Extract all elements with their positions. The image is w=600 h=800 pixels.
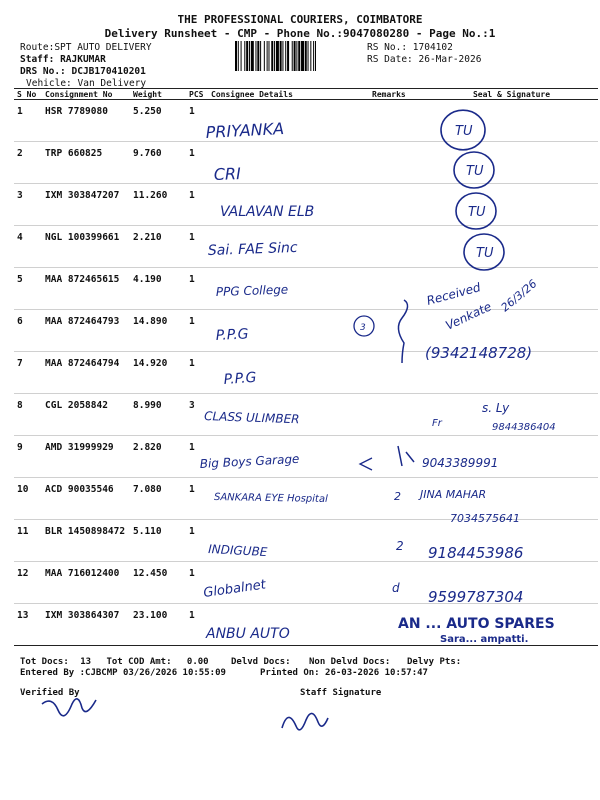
barcode-bar (255, 41, 256, 71)
consignee-handwriting: SANKARA EYE Hospital (213, 492, 328, 505)
row-weight: 23.100 (130, 604, 186, 646)
barcode-bar (268, 41, 269, 71)
tu-label: TU (455, 124, 473, 139)
row-consignment-no: HSR 7789080 (42, 100, 130, 142)
row-remarks (369, 562, 425, 604)
consignee-handwriting: P.P.G (223, 369, 257, 388)
col-consignment: Consignment No (42, 89, 130, 100)
row-pcs: 1 (186, 520, 208, 562)
table-row (14, 268, 598, 310)
staff-line: Staff: RAJKUMAR (20, 54, 106, 65)
row-pcs: 1 (186, 142, 208, 184)
row-remarks (369, 394, 425, 436)
row-consignment-no: TRP 660825 (42, 142, 130, 184)
runsheet-subtitle: Delivery Runsheet - CMP - Phone No.:9047080280 - Page No.:1 (104, 27, 496, 40)
barcode-bar (257, 41, 259, 71)
remark-phone-4: 7034575641 (450, 512, 520, 525)
row-seal (425, 394, 598, 436)
row-consignment-no: MAA 872465615 (42, 268, 130, 310)
row-seal (425, 520, 598, 562)
row-consignee (208, 100, 369, 142)
row-pcs: 1 (186, 100, 208, 142)
row-sno: 5 (14, 268, 42, 310)
table-row (14, 100, 598, 142)
barcode-bar (285, 41, 286, 71)
table-row (14, 520, 598, 562)
table-row (14, 394, 598, 436)
consignee-handwriting: Big Boys Garage (199, 451, 300, 471)
row-sno: 12 (14, 562, 42, 604)
barcode-bar (301, 41, 304, 71)
remark-2a: 2 (394, 490, 401, 503)
barcode-bar (241, 41, 242, 71)
row-remarks (369, 310, 425, 352)
remark-fr: Fr (432, 418, 442, 429)
table-header-row (14, 89, 598, 100)
row-pcs: 1 (186, 352, 208, 394)
row-pcs: 1 (186, 562, 208, 604)
row-sno: 9 (14, 436, 42, 478)
row-remarks (369, 520, 425, 562)
printed-on: Printed On: 26-03-2026 10:57:47 (260, 668, 428, 678)
barcode-bar (294, 41, 296, 71)
tu-label: TU (476, 246, 494, 261)
col-sno: S No (14, 89, 42, 100)
row-pcs: 3 (186, 394, 208, 436)
staff-value: RAJKUMAR (60, 54, 106, 65)
row-consignee (208, 562, 369, 604)
row-remarks (369, 436, 425, 478)
rs-no-value: 1704102 (412, 42, 453, 53)
row-pcs: 1 (186, 436, 208, 478)
barcode-bar (251, 41, 254, 71)
col-pcs: PCS (186, 89, 208, 100)
row-seal (425, 436, 598, 478)
stamp-address: Sara... ampatti. (440, 634, 529, 645)
row-weight: 14.920 (130, 352, 186, 394)
row-seal (425, 352, 598, 394)
non-delvd-label: Non Delvd Docs: (309, 657, 391, 667)
row-weight: 9.760 (130, 142, 186, 184)
row-weight: 5.250 (130, 100, 186, 142)
barcode-bar (282, 41, 283, 71)
company-title: THE PROFESSIONAL COURIERS, COIMBATORE (177, 13, 423, 26)
row-consignee (208, 310, 369, 352)
col-weight: Weight (130, 89, 186, 100)
consignee-handwriting: Globalnet (202, 577, 267, 601)
consignee-handwriting: Sai. FAE Sinc (207, 239, 298, 259)
barcode-bar (264, 41, 265, 71)
remark-2b: 2 (396, 539, 404, 553)
row-sno: 2 (14, 142, 42, 184)
row-sno: 4 (14, 226, 42, 268)
row-weight: 8.990 (130, 394, 186, 436)
row-consignee (208, 226, 369, 268)
circle-mark-digit: 3 (360, 323, 366, 333)
barcode-bar (313, 41, 314, 71)
row-consignment-no: IXM 303847207 (42, 184, 130, 226)
consignee-handwriting: INDIGUBE (207, 542, 268, 560)
row-seal (425, 562, 598, 604)
row-pcs: 1 (186, 226, 208, 268)
table-row (14, 142, 598, 184)
row-consignment-no: CGL 2058842 (42, 394, 130, 436)
verified-by-label: Verified By (20, 688, 80, 698)
row-consignment-no: ACD 90035546 (42, 478, 130, 520)
row-remarks (369, 142, 425, 184)
remark-phone-1: (9342148728) (425, 344, 533, 362)
row-seal (425, 226, 598, 268)
table-row (14, 310, 598, 352)
row-seal (425, 478, 598, 520)
row-pcs: 1 (186, 604, 208, 646)
row-consignment-no: BLR 1450898472 (42, 520, 130, 562)
consignee-handwriting: P.P.G (215, 326, 249, 344)
row-consignment-no: AMD 31999929 (42, 436, 130, 478)
row-pcs: 1 (186, 310, 208, 352)
remark-d: d (392, 581, 400, 595)
row-weight: 4.190 (130, 268, 186, 310)
remark-date: 26/3/26 (498, 277, 540, 315)
remark-phone-6: 9599787304 (428, 588, 524, 606)
row-seal (425, 100, 598, 142)
row-sno: 10 (14, 478, 42, 520)
stamp-name: AN ... AUTO SPARES (398, 616, 555, 632)
tot-docs-value: 13 (80, 657, 92, 667)
consignee-handwriting: CRI (213, 164, 242, 184)
consignee-handwriting: PPG College (215, 282, 289, 299)
col-consignee: Consignee Details (208, 89, 369, 100)
row-pcs: 1 (186, 268, 208, 310)
row-remarks (369, 226, 425, 268)
row-consignee (208, 352, 369, 394)
verified-signature (42, 699, 96, 716)
drs-line: DRS No.: DCJB170410201 (20, 66, 146, 77)
row-consignee (208, 184, 369, 226)
barcode-image (235, 41, 363, 71)
barcode-bar (287, 41, 289, 71)
row-remarks (369, 604, 425, 646)
rs-date-line: RS Date: 26-Mar-2026 (367, 54, 482, 65)
barcode-bar (235, 41, 237, 71)
route-value: SPT AUTO DELIVERY (54, 42, 152, 53)
barcode-bar (271, 41, 273, 71)
barcode-bar (244, 41, 245, 71)
barcode-bar (308, 41, 309, 71)
footer-totals: Tot Docs: 13 Tot COD Amt: 0.00 (20, 657, 209, 667)
row-seal (425, 604, 598, 646)
barcode-bar (310, 41, 311, 71)
tot-cod-value: 0.00 (186, 657, 209, 667)
row-consignee (208, 520, 369, 562)
consignee-handwriting: CLASS ULIMBER (203, 409, 300, 427)
col-seal: Seal & Signature (425, 89, 598, 100)
table-row (14, 352, 598, 394)
row-weight: 5.110 (130, 520, 186, 562)
vehicle-value: Van Delivery (77, 78, 147, 89)
barcode-bar (296, 41, 297, 71)
runsheet-table (14, 88, 598, 646)
barcode-bar (276, 41, 279, 71)
table-row (14, 184, 598, 226)
rs-no-line: RS No.: 1704102 (367, 42, 453, 53)
row-remarks (369, 184, 425, 226)
staff-signature-mark (282, 713, 328, 729)
barcode-bar (280, 41, 282, 71)
table-row (14, 478, 598, 520)
route-line: Route:SPT AUTO DELIVERY (20, 42, 152, 53)
table-row (14, 562, 598, 604)
row-seal (425, 268, 598, 310)
row-sno: 3 (14, 184, 42, 226)
row-consignment-no: IXM 303864307 (42, 604, 130, 646)
row-weight: 7.080 (130, 478, 186, 520)
barcode-bar (298, 41, 300, 71)
row-remarks (369, 268, 425, 310)
remark-signature-scribble: s. Ly (482, 401, 510, 415)
barcode-bar (260, 41, 261, 71)
row-consignee (208, 142, 369, 184)
remark-venkate: Venkate (443, 299, 494, 333)
drs-value: DCJB170410201 (71, 66, 146, 77)
barcode-bar (246, 41, 248, 71)
row-weight: 11.260 (130, 184, 186, 226)
row-weight: 2.820 (130, 436, 186, 478)
row-pcs: 1 (186, 184, 208, 226)
row-weight: 2.210 (130, 226, 186, 268)
table-row (14, 226, 598, 268)
barcode-bar (315, 41, 316, 71)
tu-label: TU (466, 164, 484, 179)
row-consignee (208, 394, 369, 436)
row-remarks (369, 100, 425, 142)
row-seal (425, 184, 598, 226)
row-consignee (208, 268, 369, 310)
col-remarks: Remarks (369, 89, 425, 100)
remark-phone-3: 9043389991 (422, 456, 499, 470)
row-weight: 14.890 (130, 310, 186, 352)
barcode-bar (238, 41, 239, 71)
row-remarks (369, 478, 425, 520)
delvd-docs-label: Delvd Docs: (231, 657, 291, 667)
barcode-bar (292, 41, 293, 71)
consignee-handwriting: PRIYANKA (205, 118, 285, 142)
row-pcs: 1 (186, 478, 208, 520)
remark-phone-2: 9844386404 (492, 422, 556, 433)
consignee-handwriting: ANBU AUTO (206, 626, 290, 642)
row-sno: 6 (14, 310, 42, 352)
consignee-handwriting: VALAVAN ELB (220, 204, 315, 220)
barcode-bar (305, 41, 307, 71)
table-row (14, 604, 598, 646)
barcode-bar (267, 41, 268, 71)
remark-name: JINA MAHAR (420, 488, 487, 501)
row-consignee (208, 604, 369, 646)
row-consignee (208, 436, 369, 478)
remark-received: Received (425, 280, 483, 308)
row-consignment-no: MAA 716012400 (42, 562, 130, 604)
entered-by: Entered By :CJBCMP 03/26/2026 10:55:09 (20, 668, 226, 678)
row-seal (425, 142, 598, 184)
row-sno: 13 (14, 604, 42, 646)
rs-date-value: 26-Mar-2026 (418, 54, 482, 65)
remark-phone-5: 9184453986 (428, 544, 524, 562)
barcode-bar (274, 41, 275, 71)
row-sno: 11 (14, 520, 42, 562)
vehicle-line: Vehicle: Van Delivery (26, 78, 147, 89)
delvy-pts-label: Delvy Pts: (407, 657, 462, 667)
row-consignee (208, 478, 369, 520)
staff-signature-label: Staff Signature (300, 688, 382, 698)
row-seal (425, 310, 598, 352)
row-remarks (369, 352, 425, 394)
row-consignment-no: NGL 100399661 (42, 226, 130, 268)
row-consignment-no: MAA 872464794 (42, 352, 130, 394)
row-sno: 7 (14, 352, 42, 394)
row-weight: 12.450 (130, 562, 186, 604)
barcode-bar (249, 41, 250, 71)
table-row (14, 436, 598, 478)
row-sno: 8 (14, 394, 42, 436)
row-consignment-no: MAA 872464793 (42, 310, 130, 352)
row-sno: 1 (14, 100, 42, 142)
tu-label: TU (468, 205, 486, 220)
